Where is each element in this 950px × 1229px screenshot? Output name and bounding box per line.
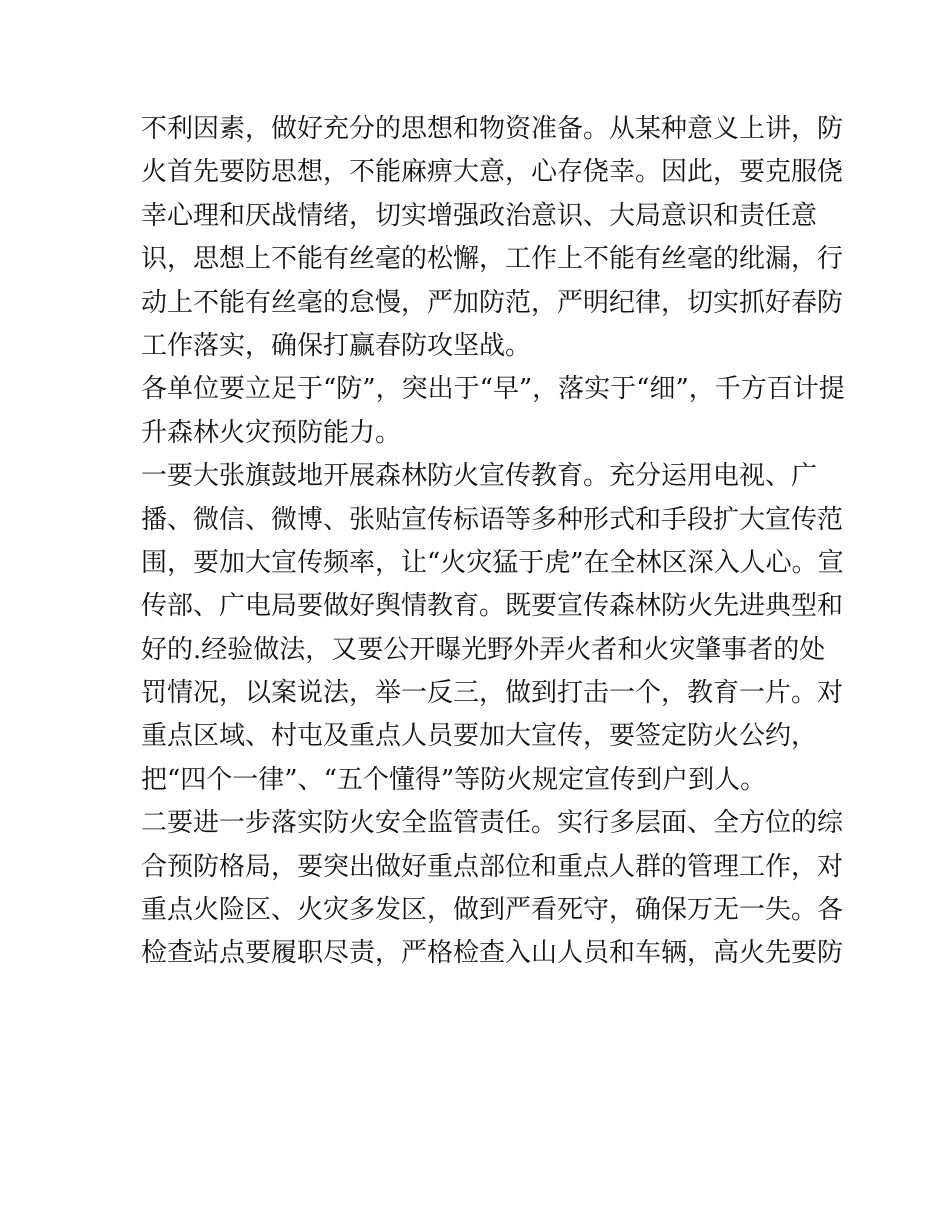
- text-line: 不利因素，做好充分的思想和物资准备。从某种意义上讲，防: [141, 114, 844, 144]
- text-line: 动上不能有丝毫的怠慢，严加防范，严明纪律，切实抓好春防: [141, 287, 844, 318]
- text-line: 识，思想上不能有丝毫的松懈，工作上不能有丝毫的纰漏，行: [141, 244, 844, 275]
- text-line: 一要大张旗鼓地开展森林防火宣传教育。充分运用电视、广: [141, 461, 818, 492]
- text-line: 把“四个一律”、“五个懂得”等防火规定宣传到户到人。: [141, 764, 767, 795]
- text-line: 好的.经验做法，又要公开曝光野外弄火者和火灾肇事者的处: [141, 634, 826, 665]
- text-line: 工作落实，确保打赢春防攻坚战。: [141, 330, 532, 361]
- text-line: 升森林火灾预防能力。: [141, 417, 402, 448]
- text-line: 围，要加大宣传频率，让“火灾猛于虎”在全林区深入人心。宣: [141, 547, 844, 578]
- text-line: 播、微信、微博、张贴宣传标语等多种形式和手段扩大宣传范: [141, 504, 844, 535]
- text-line: 幸心理和厌战情绪，切实增强政治意识、大局意识和责任意: [141, 200, 818, 231]
- text-line: 二要进一步落实防火安全监管责任。实行多层面、全方位的综: [141, 808, 844, 839]
- text-line: 合预防格局，要突出做好重点部位和重点人群的管理工作，对: [141, 851, 844, 882]
- text-line: 重点火险区、火灾多发区，做到严看死守，确保万无一失。各: [141, 895, 844, 926]
- document-body: [141, 108, 845, 976]
- text-line: 火首先要防思想，不能麻痹大意，心存侥幸。因此，要克服侥: [141, 157, 844, 188]
- text-line: 各单位要立足于“防”，突出于“早”，落实于“细”，千方百计提: [141, 374, 845, 405]
- text-line: 检查站点要履职尽责，严格检查入山人员和车辆，高火先要防: [141, 938, 844, 969]
- text-line: 传部、广电局要做好舆情教育。既要宣传森林防火先进典型和: [141, 591, 844, 622]
- text-line: 罚情况，以案说法，举一反三，做到打击一个，教育一片。对: [141, 678, 844, 709]
- text-line: 重点区域、村屯及重点人员要加大宣传，要签定防火公约，: [141, 721, 818, 752]
